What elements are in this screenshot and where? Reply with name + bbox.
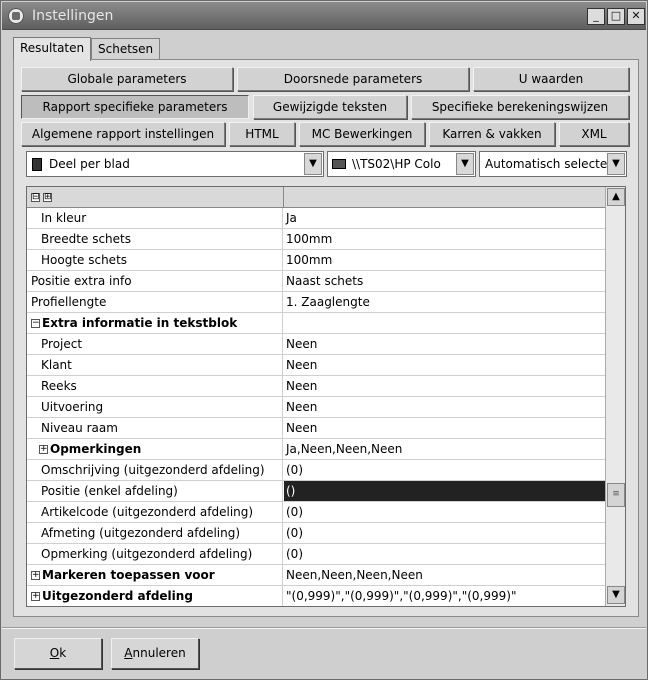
chevron-down-icon[interactable]: ▼ <box>456 153 474 175</box>
table-row[interactable] <box>27 271 605 292</box>
property-name-text: Breedte schets <box>41 232 131 246</box>
expand-icon[interactable]: + <box>32 570 40 580</box>
collapse-all-icon[interactable]: ⊟ <box>32 192 40 202</box>
table-row[interactable] <box>27 250 605 271</box>
tab-schetsen[interactable]: Schetsen <box>91 38 160 60</box>
property-value[interactable]: 100mm <box>286 253 333 267</box>
table-row[interactable] <box>27 376 605 397</box>
table-row[interactable] <box>27 313 605 334</box>
cancel-mnemonic: A <box>124 646 133 660</box>
expand-icon[interactable]: + <box>32 591 40 601</box>
property-name-text: Artikelcode (uitgezonderd afdeling) <box>41 505 254 519</box>
property-name-text: Markeren toepassen voor <box>42 568 215 582</box>
property-name-text: Positie (enkel afdeling) <box>41 484 178 498</box>
tray-select[interactable] <box>479 151 627 177</box>
table-row[interactable] <box>27 355 605 376</box>
ok-button[interactable] <box>14 638 102 669</box>
printer-select[interactable] <box>327 151 476 177</box>
property-name-text: Positie extra info <box>31 274 132 288</box>
table-row[interactable] <box>27 586 605 607</box>
property-value[interactable]: Neen <box>286 337 318 351</box>
table-row[interactable] <box>27 523 605 544</box>
vertical-scrollbar[interactable] <box>605 187 625 606</box>
specifieke-berekeningswijzen-button[interactable]: Specifieke berekeningswijzen <box>411 95 629 119</box>
scroll-up-icon[interactable]: ▲ <box>607 188 625 206</box>
property-name <box>27 250 283 270</box>
property-name-text: Klant <box>41 358 72 372</box>
collapse-icon[interactable]: − <box>32 318 40 328</box>
property-value[interactable]: 1. Zaaglengte <box>286 295 370 309</box>
rapport-specifieke-parameters-button[interactable]: Rapport specifieke parameters <box>21 95 249 119</box>
property-value[interactable]: (0) <box>286 463 303 477</box>
property-name <box>27 460 283 480</box>
property-name-text: Uitvoering <box>41 400 104 414</box>
table-row[interactable] <box>27 481 605 502</box>
property-name-text: Project <box>41 337 83 351</box>
property-name <box>27 502 283 522</box>
table-row[interactable] <box>27 334 605 355</box>
property-name <box>27 544 283 564</box>
property-grid[interactable] <box>26 186 626 607</box>
ok-label: k <box>59 646 67 660</box>
table-row[interactable] <box>27 460 605 481</box>
property-name <box>27 292 283 312</box>
table-row[interactable] <box>27 544 605 565</box>
chevron-down-icon[interactable]: ▼ <box>607 153 625 175</box>
table-row[interactable] <box>27 397 605 418</box>
minimize-button[interactable]: _ <box>587 8 605 25</box>
property-value[interactable]: 100mm <box>286 232 333 246</box>
gewijzigde-teksten-button[interactable]: Gewijzigde teksten <box>253 95 407 119</box>
close-button[interactable]: ✕ <box>627 8 645 25</box>
property-name <box>27 208 283 228</box>
chevron-down-icon[interactable]: ▼ <box>304 153 322 175</box>
property-name-text: Opmerking (uitgezonderd afdeling) <box>41 547 253 561</box>
property-value[interactable]: Naast schets <box>286 274 364 288</box>
document-icon <box>32 158 42 171</box>
doorsnede-parameters-button[interactable]: Doorsnede parameters <box>237 67 469 91</box>
property-name <box>27 439 283 459</box>
property-name <box>27 523 283 543</box>
property-value[interactable]: Neen <box>286 358 318 372</box>
printer-select-value: \\TS02\HP Colo <box>352 157 441 171</box>
divider <box>2 627 646 629</box>
expand-all-icon[interactable]: ⊞ <box>44 192 52 202</box>
grid-header <box>27 187 605 208</box>
property-name <box>27 355 283 375</box>
property-value[interactable]: Neen <box>286 400 318 414</box>
tray-select-value: Automatisch selecte <box>485 157 608 171</box>
property-name <box>27 313 283 333</box>
property-value[interactable] <box>284 313 605 333</box>
cancel-button[interactable] <box>111 638 199 669</box>
layout-select[interactable] <box>26 151 324 177</box>
property-name <box>27 334 283 354</box>
property-name <box>27 271 283 291</box>
property-value[interactable]: () <box>284 481 605 501</box>
html-button[interactable]: HTML <box>229 122 295 146</box>
algemene-rapport-instellingen-button[interactable]: Algemene rapport instellingen <box>21 122 225 146</box>
property-name-text: Omschrijving (uitgezonderd afdeling) <box>41 463 265 477</box>
globale-parameters-button[interactable]: Globale parameters <box>21 67 233 91</box>
property-name <box>27 397 283 417</box>
property-value[interactable]: Ja <box>286 211 297 225</box>
property-name-text: Niveau raam <box>41 421 118 435</box>
table-row[interactable] <box>27 229 605 250</box>
grid-rows <box>27 208 605 607</box>
u-waarden-button[interactable]: U waarden <box>473 67 629 91</box>
property-name-text: Hoogte schets <box>41 253 128 267</box>
karren-vakken-button[interactable]: Karren & vakken <box>429 122 555 146</box>
property-name <box>27 376 283 396</box>
ok-mnemonic: O <box>49 646 60 660</box>
property-name-text: Extra informatie in tekstblok <box>42 316 238 330</box>
property-name-text: Uitgezonderd afdeling <box>42 589 193 603</box>
property-value[interactable]: (0) <box>286 547 303 561</box>
scroll-down-icon[interactable]: ▼ <box>607 586 625 604</box>
scroll-thumb[interactable]: ≡ <box>607 483 625 507</box>
column-divider[interactable] <box>283 187 284 208</box>
property-value[interactable]: (0) <box>286 505 303 519</box>
tab-resultaten[interactable]: Resultaten <box>13 37 91 61</box>
printer-icon <box>332 159 346 169</box>
layout-select-value: Deel per blad <box>49 157 130 171</box>
window-title: Instellingen <box>32 8 114 24</box>
table-row[interactable] <box>27 439 605 460</box>
property-name <box>27 565 283 585</box>
app-icon <box>8 8 24 24</box>
mc-bewerkingen-button[interactable]: MC Bewerkingen <box>299 122 425 146</box>
property-value[interactable]: Ja,Neen,Neen,Neen <box>286 442 403 456</box>
property-name-text: Profiellengte <box>31 295 107 309</box>
property-name <box>27 418 283 438</box>
property-name-text: Reeks <box>41 379 77 393</box>
title-bar[interactable] <box>2 2 646 30</box>
property-name-text: Afmeting (uitgezonderd afdeling) <box>41 526 241 540</box>
property-name-text: Opmerkingen <box>50 442 142 456</box>
property-value[interactable]: Neen <box>286 379 318 393</box>
xml-button[interactable]: XML <box>559 122 629 146</box>
property-name <box>27 481 283 501</box>
property-value[interactable]: Neen,Neen,Neen,Neen <box>286 568 423 582</box>
maximize-button[interactable]: □ <box>607 8 625 25</box>
table-row[interactable] <box>27 502 605 523</box>
expand-icon[interactable]: + <box>40 444 48 454</box>
table-row[interactable] <box>27 292 605 313</box>
property-value[interactable]: "(0,999)","(0,999)","(0,999)","(0,999)" <box>286 589 517 603</box>
table-row[interactable] <box>27 418 605 439</box>
property-name <box>27 229 283 249</box>
property-value[interactable]: Neen <box>286 421 318 435</box>
property-name-text: In kleur <box>41 211 87 225</box>
cancel-label: nnuleren <box>132 646 186 660</box>
property-name <box>27 586 283 606</box>
table-row[interactable] <box>27 208 605 229</box>
property-value[interactable]: (0) <box>286 526 303 540</box>
table-row[interactable] <box>27 565 605 586</box>
